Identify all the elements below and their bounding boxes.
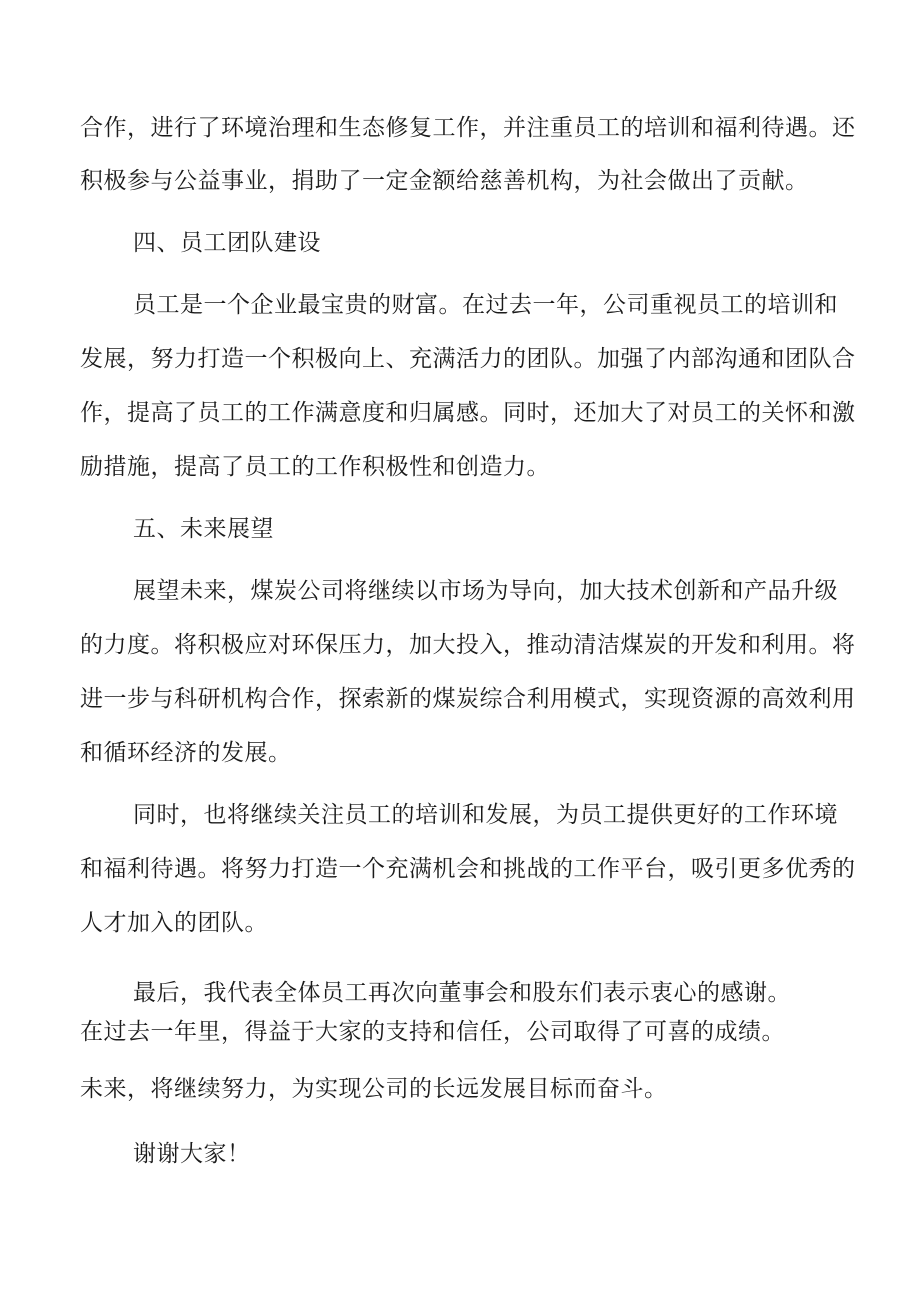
paragraph-line: 的力度。将积极应对环保压力，加大投入，推动清洁煤炭的开发和利用。将 — [80, 632, 856, 658]
paragraph-line: 展望未来，煤炭公司将继续以市场为导向，加大技术创新和产品升级 — [133, 578, 838, 604]
paragraph-line: 员工是一个企业最宝贵的财富。在过去一年，公司重视员工的培训和 — [133, 292, 838, 318]
paragraph-line: 发展，努力打造一个积极向上、充满活力的团队。加强了内部沟通和团队合 — [80, 346, 856, 372]
paragraph-line: 作，提高了员工的工作满意度和归属感。同时，还加大了对员工的关怀和激 — [80, 400, 856, 426]
section-heading-future: 五、未来展望 — [133, 516, 274, 542]
paragraph-line: 在过去一年里，得益于大家的支持和信任，公司取得了可喜的成绩。 — [80, 1019, 785, 1045]
paragraph-line: 和福利待遇。将努力打造一个充满机会和挑战的工作平台，吸引更多优秀的 — [80, 856, 856, 882]
closing-thanks: 谢谢大家！ — [133, 1141, 251, 1167]
paragraph-line: 和循环经济的发展。 — [80, 740, 292, 766]
paragraph-line: 同时，也将继续关注员工的培训和发展，为员工提供更好的工作环境 — [133, 802, 838, 828]
paragraph-line: 合作，进行了环境治理和生态修复工作，并注重员工的培训和福利待遇。还 — [80, 115, 856, 141]
paragraph-line: 进一步与科研机构合作，探索新的煤炭综合利用模式，实现资源的高效利用 — [80, 686, 856, 712]
paragraph-line: 人才加入的团队。 — [80, 910, 268, 936]
paragraph-line: 最后，我代表全体员工再次向董事会和股东们表示衷心的感谢。 — [133, 980, 791, 1006]
paragraph-line: 未来，将继续努力，为实现公司的长远发展目标而奋斗。 — [80, 1076, 668, 1102]
paragraph-line: 积极参与公益事业，捐助了一定金额给慈善机构，为社会做出了贡献。 — [80, 168, 809, 194]
section-heading-staff: 四、员工团队建设 — [133, 230, 321, 256]
paragraph-line: 励措施，提高了员工的工作积极性和创造力。 — [80, 454, 550, 480]
